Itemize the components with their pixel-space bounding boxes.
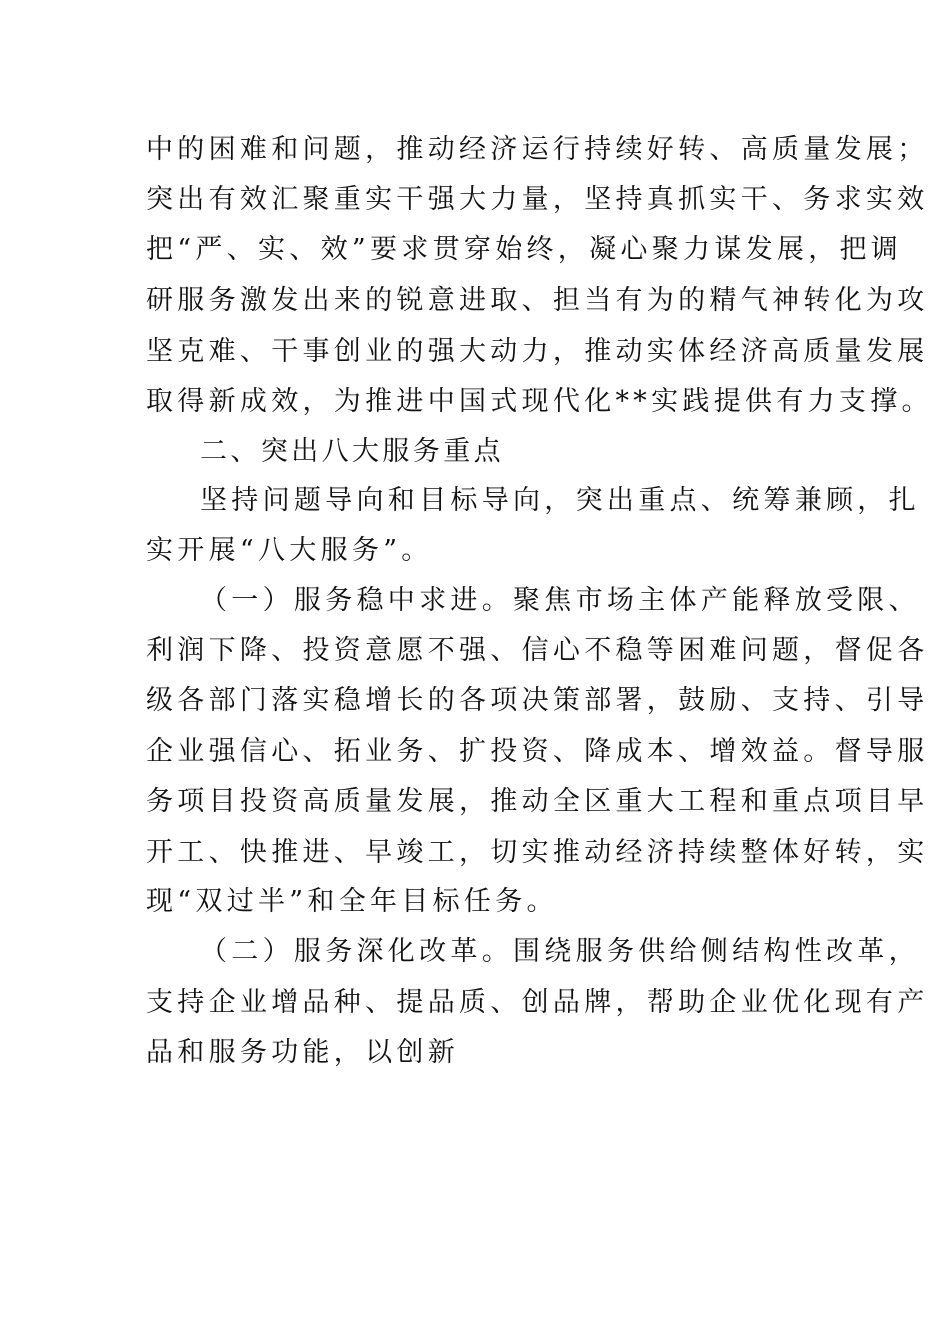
body-text-line: 取得新成效，为推进中国式现代化**实践提供有力支撑。 — [146, 386, 933, 417]
subsection-paragraph-start: （一）服务稳中求进。聚焦市场主体产能释放受限、 — [200, 585, 920, 616]
body-text-line: 级各部门落实稳增长的各项决策部署，鼓励、支持、引导 — [146, 685, 929, 716]
body-text-line: 突出有效汇聚重实干强大力量，坚持真抓实干、务求实效 — [146, 184, 929, 215]
body-text-line: 现“双过半”和全年目标任务。 — [146, 886, 558, 917]
body-text-line: 利润下降、投资意愿不强、信心不稳等困难问题，督促各 — [146, 635, 929, 666]
subsection-paragraph-start: （二）服务深化改革。围绕服务供给侧结构性改革， — [200, 936, 920, 967]
body-text-line: 企业强信心、拓业务、扩投资、降成本、增效益。督导服 — [146, 736, 929, 767]
body-text-line: 把“严、实、效”要求贯穿始终，凝心聚力谋发展，把调 — [146, 234, 903, 265]
body-text-line: 中的困难和问题，推动经济运行持续好转、高质量发展； — [146, 134, 929, 165]
section-heading: 二、突出八大服务重点 — [200, 436, 504, 467]
body-text-line: 研服务激发出来的锐意进取、担当有为的精气神转化为攻 — [146, 285, 929, 316]
body-text-line: 品和服务功能，以创新 — [146, 1037, 459, 1068]
body-text-line: 开工、快推进、早竣工，切实推动经济持续整体好转，实 — [146, 837, 929, 868]
body-text-line: 实开展“八大服务”。 — [146, 535, 433, 566]
body-text-line: 支持企业增品种、提品质、创品牌，帮助企业优化现有产 — [146, 987, 929, 1018]
body-text-line: 坚持问题导向和目标导向，突出重点、统筹兼顾，扎 — [200, 485, 920, 516]
body-text-line: 坚克难、干事创业的强大动力，推动实体经济高质量发展 — [146, 336, 929, 367]
body-text-line: 务项目投资高质量发展，推动全区重大工程和重点项目早 — [146, 786, 929, 817]
